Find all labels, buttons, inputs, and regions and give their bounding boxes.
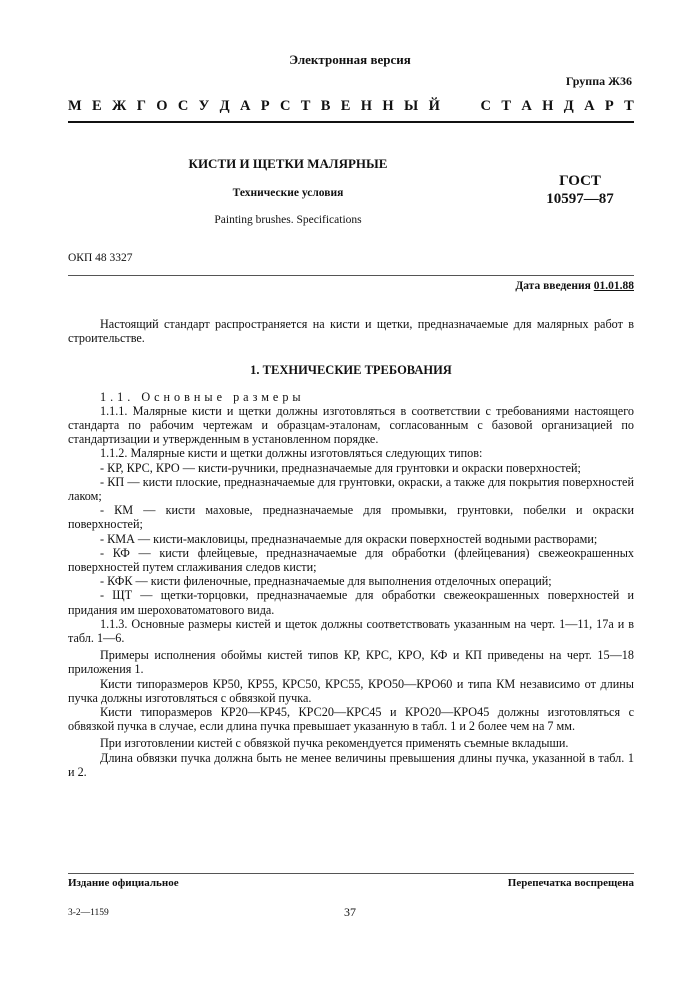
heading-letter: Ы [404, 98, 419, 114]
paragraph: 1.1.1. Малярные кисти и щетки должны изготовляться в соответствии с требованиями настоящего стандарта по рабочим чертежам и образцам-эталонам, согласованным с базовой организацией по стандартизации и утвержденным в установленном порядке. [68, 403, 634, 447]
heading-letter: Е [340, 98, 351, 114]
paragraph: Кисти типоразмеров КР20—КР45, КРС20—КРС45 и КРО20—КРО45 должны изготовляться с обвязкой пучка в случае, если длина пучка превышает указанную в табл. 1 и 2 более чем на 7 мм. [68, 705, 634, 734]
type-list-item: - КР, КРС, КРО — кисти-ручники, предназначаемые для грунтовки и окраски поверхностей; [100, 460, 581, 475]
heading-letter: А [521, 98, 532, 114]
paragraph: Длина обвязки пучка должна быть не менее величины превышения длины пучка, указанной в табл. 1 и 2. [68, 750, 634, 779]
type-list-item: - ЩТ — щетки-торцовки, предназначаемые для обработки свежеокрашенных поверхностей и придания им шероховатоматового вида. [68, 588, 634, 617]
gost-number: 10597—87 [546, 191, 614, 207]
type-list-item: - КФ — кисти флейцевые, предназначаемые для обработки (флейцевания) свежеокрашенных поверхностей путем сглаживания следов кисти; [68, 545, 634, 575]
page-number: 37 [344, 905, 356, 919]
heading-letter: А [584, 98, 595, 114]
heading-letter: Т [624, 98, 634, 114]
heading-letter: С [480, 98, 491, 114]
heading-letter: О [156, 98, 168, 114]
edition-label: Издание официальное [68, 877, 179, 889]
gost-label: ГОСТ [559, 173, 601, 189]
subsection-heading: 1.1. Основные размеры [100, 389, 305, 404]
section-heading: 1. ТЕХНИЧЕСКИЕ ТРЕБОВАНИЯ [250, 363, 452, 378]
interstate-standard-heading [68, 98, 634, 115]
introduction-date [515, 280, 634, 292]
heading-letter: Е [92, 98, 102, 114]
heading-letter: У [198, 98, 210, 114]
electronic-version-label: Электронная версия [289, 52, 411, 67]
type-list-item: - КМ — кисти маховые, предназначаемые для промывки, грунтовки, побелки и окраски поверхностей; [68, 503, 634, 532]
footer-rule [68, 873, 634, 874]
heading-letter: А [239, 98, 251, 114]
heading-letter: С [177, 98, 189, 114]
paragraph: 1.1.2. Малярные кисти и щетки должны изготовляться следующих типов: [100, 446, 483, 461]
heading-letter: Р [604, 98, 614, 114]
date-label: Дата введения [515, 280, 591, 292]
date-value: 01.01.88 [593, 280, 634, 292]
meta-rule [68, 275, 634, 276]
paragraph: При изготовлении кистей с обвязкой пучка рекомендуется применять съемные вкладыши. [100, 736, 569, 751]
document-subtitle: Технические условия [232, 187, 344, 199]
heading-letter: Р [260, 98, 270, 114]
heading-letter: Й [428, 98, 440, 114]
document-title: КИСТИ И ЩЕТКИ МАЛЯРНЫЕ [188, 156, 388, 171]
heading-letter: Т [300, 98, 311, 114]
type-list-item: - КФК — кисти филеночные, предназначаемые для выполнения отделочных операций; [100, 574, 552, 589]
heading-letter: В [320, 98, 331, 114]
group-code: Группа Ж36 [565, 74, 632, 88]
document-body [68, 317, 634, 779]
intro-paragraph: Настоящий стандарт распространяется на кисти и щетки, предназначаемые для малярных работ в строительстве. [68, 317, 634, 346]
heading-letter-gap [450, 98, 470, 115]
print-code: 3-2—1159 [68, 908, 109, 918]
heading-letter: М [68, 98, 82, 114]
heading-letter: Н [360, 98, 373, 114]
heading-letter: Г [136, 98, 146, 114]
heading-letter: Ж [112, 98, 127, 114]
heading-letter: Т [501, 98, 511, 114]
header-rule [68, 121, 634, 123]
heading-letter: С [279, 98, 291, 114]
heading-letter: Д [563, 98, 574, 114]
heading-letter: Д [219, 98, 230, 114]
english-title: Painting brushes. Specifications [214, 214, 362, 226]
heading-letter: Н [382, 98, 394, 114]
type-list-item: - КМА — кисти-макловицы, предназначаемые для окраски поверхностей водными растворами; [100, 531, 598, 546]
type-list-item: - КП — кисти плоские, предназначаемые для грунтовки, окраски, а также для покрытия поверхностей лаком; [68, 474, 634, 504]
gost-designation [520, 172, 640, 208]
paragraph: 1.1.3. Основные размеры кистей и щеток должны соответствовать указанным на черт. 1—11, 17а и в табл. 1—6. [68, 616, 634, 646]
reprint-notice: Перепечатка воспрещена [507, 877, 634, 889]
paragraph: Примеры исполнения обоймы кистей типов КР, КРС, КРО, КФ и КП приведены на черт. 15—18 приложения 1. [68, 648, 634, 677]
heading-letter: Н [542, 98, 554, 114]
paragraph: Кисти типоразмеров КР50, КР55, КРС50, КРС55, КРО50—КРО60 и типа КМ независимо от длины пучка должны изготовляться с обвязкой пучка. [68, 676, 634, 705]
okp-code: ОКП 48 3327 [68, 252, 133, 264]
